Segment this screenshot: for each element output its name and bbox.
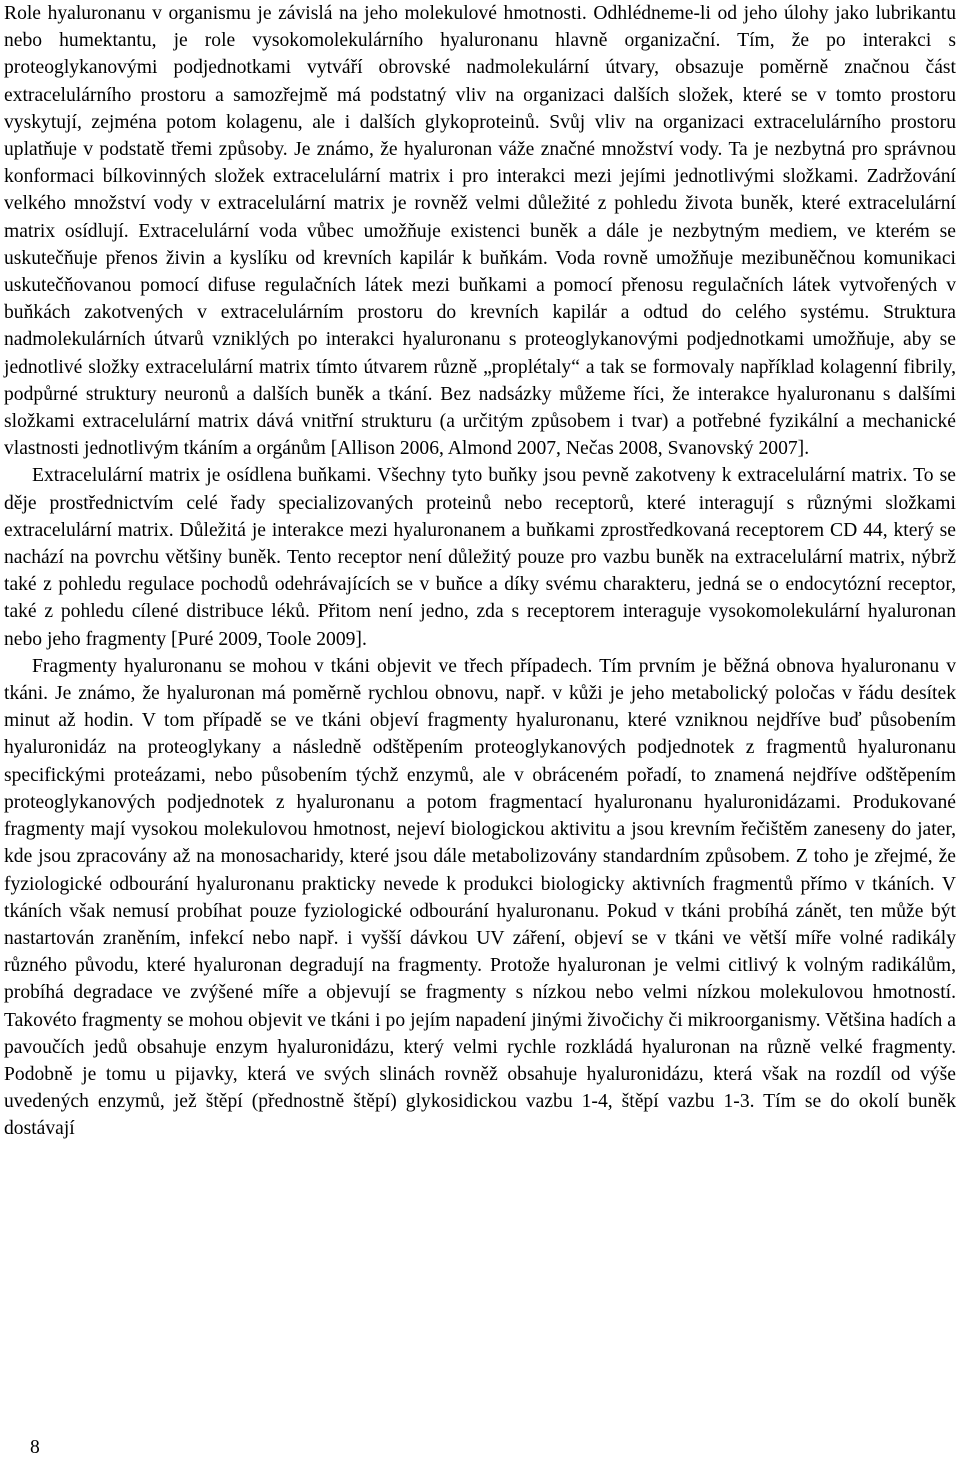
paragraph-3: Fragmenty hyaluronanu se mohou v tkáni objevit ve třech případech. Tím prvním je běžná obnova hyaluronanu v tkáni. Je známo, že hyaluronan má poměrně rychlou obnovu, např. v kůži je jeho metabolický poločas v řádu desítek minut až hodin. V tom případě se ve tkáni objeví fragmenty hyaluronanu, které vzniknou nejdříve buď působením hyaluronidáz na proteoglykany a následně odštěpením proteoglykanových podjednotek z fragmentů hyaluronanu specifickými proteázami, nebo působením týchž enzymů, ale v obráceném pořadí, to znamená nejdříve odštěpením proteoglykanových podjednotek z hyaluronanu a potom fragmentací hyaluronanu hyaluronidázami. Produkované fragmenty mají vysokou molekulovou hmotnost, nejeví biologickou aktivitu a jsou krevním řečištěm zaneseny do jater, kde jsou zpracovány až na monosacharidy, které jsou dále metabolizovány standardním způsobem. Z toho je zřejmé, že fyziologické odbourání hyaluronanu prakticky nevede k produkci biologicky aktivních fragmentů přímo v tkáních. V tkáních však nemusí probíhat pouze fyziologické odbourání hyaluronanu. Pokud v tkáni probíhá zánět, ten může být nastartován zraněním, infekcí nebo např. i vyšší dávkou UV záření, objeví se v tkáni ve větší míře volné radikály různého původu, které hyaluronan degradují na fragmenty. Protože hyaluronan je velmi citlivý k volným radikálům, probíhá degradace ve zvýšené míře a objevují se fragmenty s nízkou nebo velmi nízkou molekulovou hmotností. Takovéto fragmenty se mohou objevit ve tkáni i po jejím napadení jinými živočichy či mikroorganismy. Většina hadích a pavoučích jedů obsahuje enzym hyaluronidázu, který velmi rychle rozkládá hyaluronan na různě velké fragmenty. Podobně je tomu u pijavky, která ve svých slinách rovněž obsahuje hyaluronidázu, která však na rozdíl od výše uvedených enzymů, jež štěpí (přednostně štěpí) glykosidickou vazbu 1-4, štěpí vazbu 1-3. Tím se do okolí buněk dostávají [4,655,956,1140]
page-number: 8 [30,1437,40,1458]
document-body [4,0,956,1143]
paragraph-2: Extracelulární matrix je osídlena buňkami. Všechny tyto buňky jsou pevně zakotveny k extracelulární matrix. To se děje prostřednictvím celé řady specializovaných proteinů nebo receptorů, které interagují s různými složkami extracelulární matrix. Důležitá je interakce mezi hyaluronanem a buňkami zprostředkovaná receptorem CD 44, který se nachází na povrchu většiny buněk. Tento receptor není důležitý pouze pro vazbu buněk na extracelulární matrix, nýbrž také z pohledu regulace pochodů odehrávajících se v buňce a díky svému charakteru, jedná se o endocytózní receptor, také z pohledu cílené distribuce léků. Přitom není jedno, zda s receptorem interaguje vysokomolekulární hyaluronan nebo jeho fragmenty [Puré 2009, Toole 2009]. [4,465,956,650]
paragraph-1: Role hyaluronanu v organismu je závislá na jeho molekulové hmotnosti. Odhlédneme-li od jeho úlohy jako lubrikantu nebo humektantu, je role vysokomolekulárního hyaluronanu hlavně organizační. Tím, že po interakci s proteoglykanovými podjednotkami vytváří obrovské nadmolekulární útvary, obsazuje poměrně značnou část extracelulárního prostoru a samozřejmě má podstatný vliv na organizaci dalších složek, které se v tomto prostoru vyskytují, zejména potom kolagenu, ale i dalších glykoproteinů. Svůj vliv na organizaci extracelulárního prostoru uplatňuje v podstatě třemi způsoby. Je známo, že hyaluronan váže značné množství vody. Ta je nezbytná pro správnou konformaci bílkovinných složek extracelulární matrix i pro interakci mezi jejími jednotlivými složkami. Zadržování velkého množství vody v extracelulární matrix je rovněž velmi důležité z pohledu života buněk, které extracelulární matrix osídlují. Extracelulární voda vůbec umožňuje existenci buněk a dále je nezbytným mediem, ve kterém se uskutečňuje přenos živin a kyslíku od krevních kapilár k buňkám. Voda rovně umožňuje mezibuněčnou komunikaci uskutečňovanou pomocí difuse regulačních látek mezi buňkami a pomocí přenosu regulačních látek vytvořených v buňkách zakotvených v extracelulárním prostoru do krevních kapilár a odtud do celého systému. Struktura nadmolekulárních útvarů vzniklých po interakci hyaluronanu s proteoglykanovými podjednotkami umožňuje, aby se jednotlivé složky extracelulární matrix tímto útvarem různě „proplétaly“ a tak se formovaly například kolagenní fibrily, podpůrné struktury neuronů a dalších buněk a tkání. Bez nadsázky můžeme říci, že interakce hyaluronanu s dalšími složkami extracelulární matrix dává vnitřní strukturu (a určitým způsobem i tvar) a potřebné fyzikální a mechanické vlastnosti jednotlivým tkáním a orgánům [Allison 2006, Almond 2007, Nečas 2008, Svanovský 2007]. [4,3,956,460]
